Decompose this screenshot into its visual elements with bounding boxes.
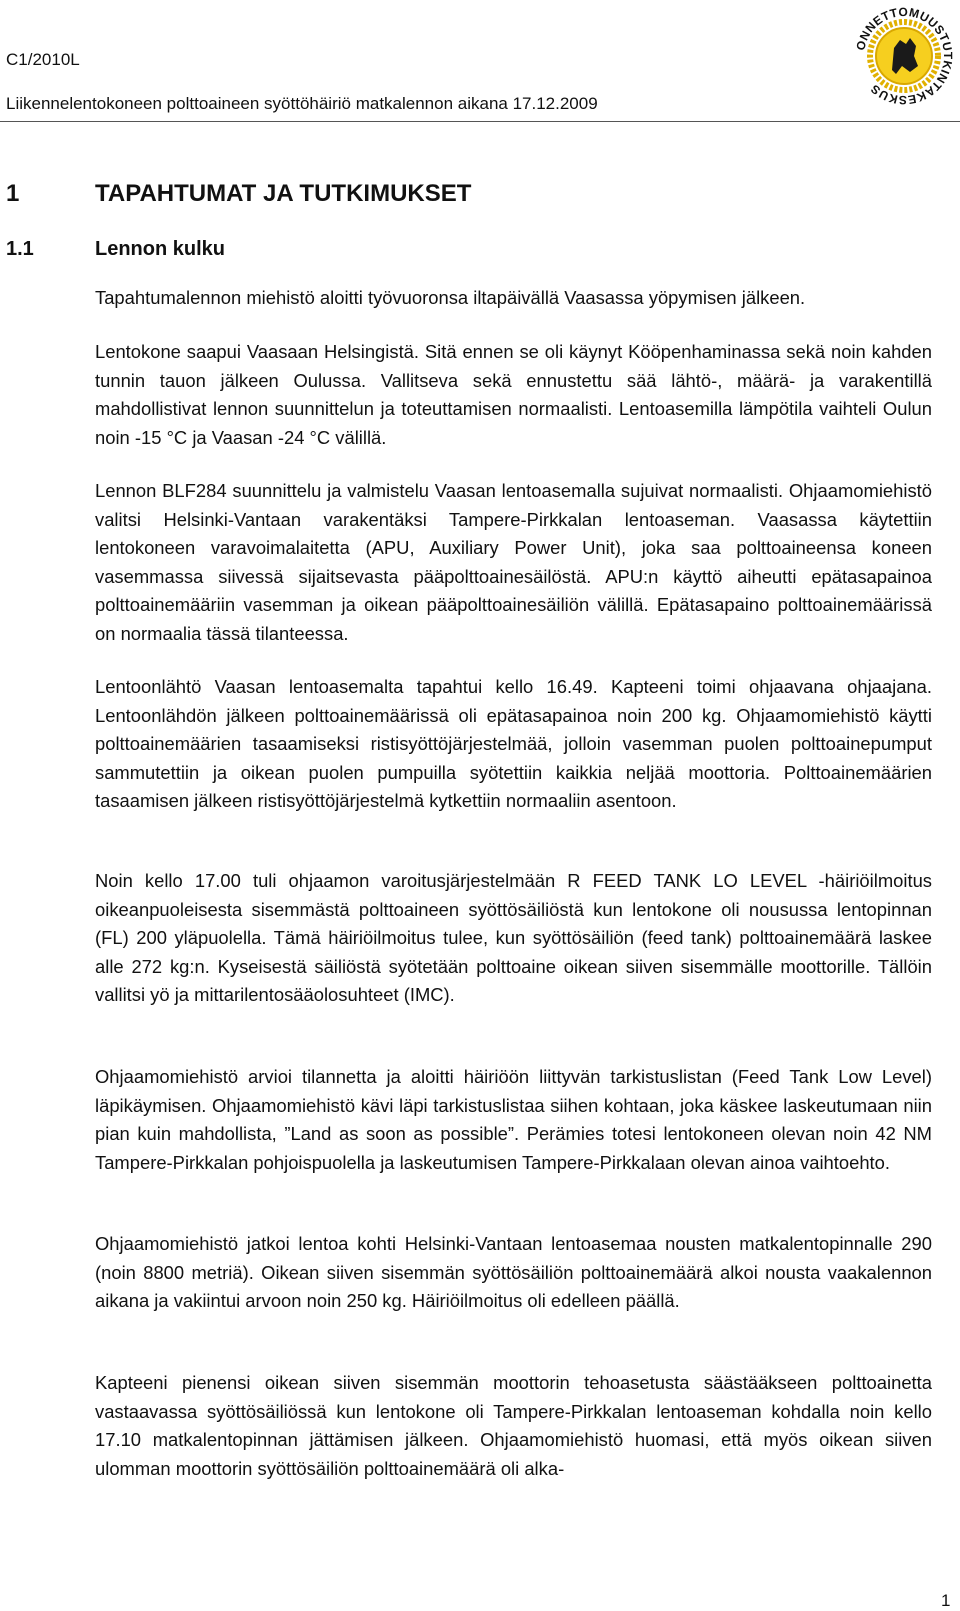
page-number: 1 — [941, 1591, 951, 1610]
svg-text:ONNETTOMUUSTUTKINTAKESKUS: ONNETTOMUUSTUTKINTAKESKUS — [853, 4, 956, 108]
agency-seal-logo — [848, 0, 960, 112]
paragraph: Ohjaamomiehistö arvioi tilannetta ja aloitti häiriöön liittyvän tarkistuslistan (Feed Tank Low Level) läpikäymisen. Ohjaamomiehistö kävi läpi tarkistuslistaa siihen kohtaan, joka käskee laskeutumaan niin pian kuin mahdollista, ”Land as soon as possible”. Perämies totesi lentokoneen olevan noin 42 NM Tampere-Pirkkalan pohjoispuolella ja laskeutumisen Tampere-Pirkkalaan olevan ainoa vaihtoehto. — [95, 1066, 932, 1173]
paragraph: Lentokone saapui Vaasaan Helsingistä. Sitä ennen se oli käynyt Kööpenhaminassa sekä noin kahden tunnin tauon jälkeen Oulussa. Vallitseva sekä ennustettu sää lähtö-, määrä- ja varakentillä mahdollistivat lennon suunnittelun ja toteuttamisen normaalisti. Lentoasemilla lämpötila vaihteli Oulun noin -15 °C ja Vaasan -24 °C välillä. — [95, 341, 932, 448]
subsection-number: 1.1 — [6, 238, 34, 260]
header-divider — [0, 121, 960, 122]
subsection-title: Lennon kulku — [95, 238, 225, 260]
paragraph: Noin kello 17.00 tuli ohjaamon varoitusjärjestelmään R FEED TANK LO LEVEL -häiriöilmoitus oikeanpuoleisesta sisemmästä polttoaineen syöttösäiliöstä kun lentokone oli nousussa lentopinnan (FL) 200 yläpuolella. Tämä häiriöilmoitus tulee, kun syöttösäiliön (feed tank) polttoainemäärä laskee alle 272 kg:n. Kyseisestä säiliöstä syötetään polttoaine oikean siiven sisemmälle moottorille. Tällöin vallitsi yö ja mittarilentosääolosuhteet (IMC). — [95, 870, 932, 1006]
document-code: C1/2010L — [6, 50, 80, 69]
document-title: Liikennelentokoneen polttoaineen syöttöhäiriö matkalennon aikana 17.12.2009 — [6, 94, 598, 113]
paragraph: Ohjaamomiehistö jatkoi lentoa kohti Helsinki-Vantaan lentoasemaa nousten matkalentopinnalle 290 (noin 8800 metriä). Oikean siiven sisemmän syöttösäiliön polttoainemäärä alkoi nousta vaakalennon aikana ja vakiintui arvoon noin 250 kg. Häiriöilmoitus oli edelleen päällä. — [95, 1233, 932, 1312]
section-number: 1 — [6, 180, 20, 207]
paragraph: Lennon BLF284 suunnittelu ja valmistelu Vaasan lentoasemalla sujuivat normaalisti. Ohjaamomiehistö valitsi Helsinki-Vantaan varakentäksi Tampere-Pirkkalan lentoaseman. Vaasassa käytettiin lentokoneen varavoimalaitetta (APU, Auxiliary Power Unit), joka saa polttoaineensa koneen vasemmassa siivessä sijaitsevasta pääpolttoainesäilöstä. APU:n käyttö aiheutti epätasapainoa polttoainemääriin vasemman ja oikean pääpolttoainesäiliön välillä. Epätasapaino polttoainemäärissä on normaalia tässä tilanteessa. — [95, 480, 932, 644]
paragraph: Lentoonlähtö Vaasan lentoasemalta tapahtui kello 16.49. Kapteeni toimi ohjaavana ohjaajana. Lentoonlähdön jälkeen polttoainemäärissä oli epätasapainoa noin 200 kg. Ohjaamomiehistö käytti polttoainemäärien tasaamiseksi ristisyöttöjärjestelmää, jolloin vasemman puolen polttoainepumput sammutettiin ja oikean puolen pumpuilla syötettiin kaikkia neljää moottoria. Polttoainemäärien tasaamisen jälkeen ristisyöttöjärjestelmä kytkettiin normaaliin asentoon. — [95, 676, 932, 812]
section-title: TAPAHTUMAT JA TUTKIMUKSET — [95, 180, 472, 207]
paragraph: Tapahtumalennon miehistö aloitti työvuoronsa iltapäivällä Vaasassa yöpymisen jälkeen. — [95, 287, 806, 308]
paragraph: Kapteeni pienensi oikean siiven sisemmän moottorin tehoasetusta säästääkseen polttoainetta vastaavassa syöttösäiliössä kun lentokone oli Tampere-Pirkkalan lentoaseman kohdalla noin kello 17.10 matkalentopinnan jättämisen jälkeen. Ohjaamomiehistö huomasi, että myös oikean siiven ulomman moottorin syöttösäiliön polttoainemäärä oli alka- — [95, 1372, 932, 1479]
